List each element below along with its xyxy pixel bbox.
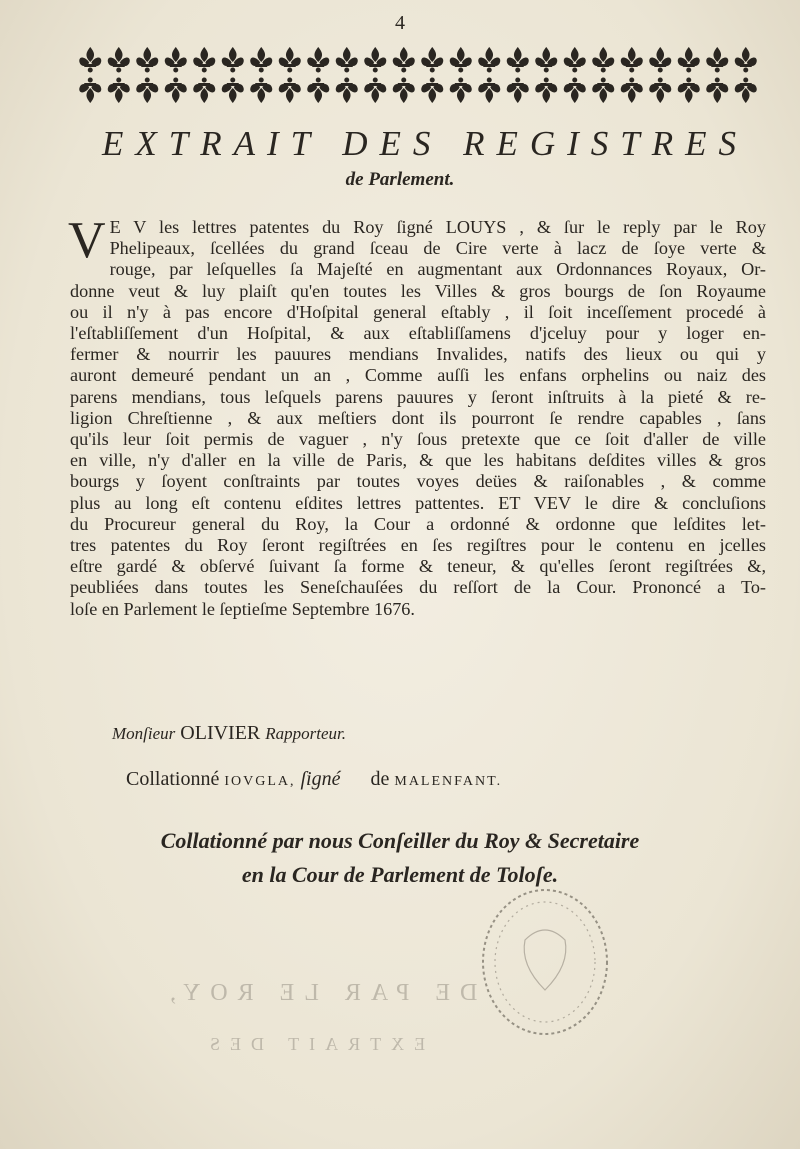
fleuron-icon [621, 47, 643, 73]
fleuron-icon [507, 47, 529, 73]
fleuron-icon [364, 47, 386, 73]
body-line: parens mendians, tous leſquels parens pauures y ſeront inſtruits à la pieté & re- [70, 386, 766, 407]
fleuron-ornament-band [76, 40, 760, 110]
rapporteur-prefix: Monſieur [112, 724, 176, 743]
fleuron-icon [735, 78, 757, 104]
fleuron-icon [108, 78, 130, 104]
bleed-through-text: DE PAR LE ROY, [160, 980, 478, 1006]
body-line: en ville, n'y d'aller en la ville de Paris, & que les habitans deſdites villes & gros [70, 450, 766, 471]
body-line: qu'ils leur ſoit permis de vaguer , n'y ſous pretexte que ce ſoit d'aller de ville [70, 429, 766, 450]
bleed-through-text: EXTRAIT DES [200, 1034, 426, 1054]
fleuron-icon [136, 78, 158, 104]
body-line: eſtre gardé & obſervé ſuivant ſa forme & teneur, & qu'elles ſeront regiſtrées &, [70, 556, 766, 577]
fleuron-icon [193, 78, 215, 104]
signed-word: ſigné [300, 768, 341, 790]
fleuron-icon [535, 47, 557, 73]
fleuron-icon [478, 78, 500, 104]
body-line: plus au long eſt contenu eſdites lettres pattentes. ET VEV le dire & concluſions [70, 492, 766, 513]
document-subtitle: de Parlement. [345, 169, 455, 190]
fleuron-icon [193, 47, 215, 73]
body-line: tres patentes du Roy ſeront regiſtrées en ſes regiſtres pour le contenu en jcelles [70, 535, 766, 556]
body-line: loſe en Parlement le ſeptieſme Septembre 1676. [70, 598, 415, 619]
fleuron-icon [535, 78, 557, 104]
body-line: peubliées dans toutes les Seneſchauſées du reſſort de la Cour. Prononcé a To- [70, 577, 766, 598]
fleuron-icon [421, 78, 443, 104]
body-line: rouge, par leſquelles ſa Majeſté en augmentant aux Ordonnances Royaux, Or- [109, 259, 766, 280]
fleuron-icon [706, 47, 728, 73]
body-line: E V les lettres patentes du Roy ſigné LOUYS , & ſur le reply par le Roy [109, 217, 766, 237]
document-title: EXTRAIT DES REGISTRES [101, 124, 749, 163]
fleuron-icon [592, 47, 614, 73]
fleuron-icon [279, 47, 301, 73]
body-line: ligion Chreſtienne , & aux meſtiers dont ils pourront ſe rendre capables , ſans [70, 407, 766, 428]
fleuron-icon [108, 47, 130, 73]
fleuron-icon [393, 78, 415, 104]
fleuron-icon [307, 47, 329, 73]
rapporteur-line [112, 722, 346, 745]
attestation-line-2: en la Cour de Parlement de Toloſe. [241, 862, 559, 887]
body-line: Phelipeaux, ſcellées du grand ſceau de Cire verte à lacz de ſoye verte & [109, 238, 766, 259]
fleuron-icon [706, 78, 728, 104]
fleuron-icon [393, 47, 415, 73]
fleuron-icon [735, 47, 757, 73]
fleuron-icon [336, 78, 358, 104]
fleuron-icon [307, 78, 329, 104]
fleuron-icon [79, 47, 101, 73]
body-line: auront demeuré pendant un an , Comme auſſi les enfans orphelins ou naiz des [70, 365, 766, 386]
de-word: de [370, 768, 390, 790]
fleuron-icon [478, 47, 500, 73]
decree-body [68, 212, 766, 620]
fleuron-icon [564, 47, 586, 73]
body-line: fermer & nourrir les pauures mendians Invalides, natifs des lieux ou qui y [70, 344, 766, 365]
fleuron-icon [507, 78, 529, 104]
clerk-name-2: MALENFANT. [394, 774, 503, 789]
stamp-seal [470, 880, 620, 1045]
fleuron-icon [649, 78, 671, 104]
rapporteur-name: OLIVIER [180, 722, 261, 744]
fleuron-icon [136, 47, 158, 73]
body-line: bourgs y ſoyent conſtraints par toutes voyes deües & raiſonables , & comme [70, 471, 766, 492]
fleuron-icon [678, 78, 700, 104]
page-number: 4 [395, 12, 405, 34]
fleuron-icon [79, 78, 101, 104]
fleuron-icon [279, 78, 301, 104]
body-line: l'eſtabliſſement d'un Hoſpital, & aux eſtabliſſamens d'jceluy pour y loger en- [70, 323, 766, 344]
fleuron-icon [450, 47, 472, 73]
fleuron-icon [649, 47, 671, 73]
fleuron-icon [165, 78, 187, 104]
fleuron-icon [592, 78, 614, 104]
fleuron-icon [250, 47, 272, 73]
fleuron-icon [165, 47, 187, 73]
drop-cap: V [68, 212, 106, 269]
fleuron-icon [222, 47, 244, 73]
body-line: du Procureur general du Roy, la Cour a ordonné & ordonne que leſdites let- [70, 513, 766, 534]
collation-line [126, 768, 502, 791]
fleuron-icon [564, 78, 586, 104]
secretary-attestation [0, 824, 800, 892]
fleuron-icon [621, 78, 643, 104]
body-line: donne veut & luy plaiſt qu'en toutes les Villes & gros bourgs de ſon Royaume [70, 280, 766, 301]
attestation-line-1: Collationné par nous Conſeiller du Roy & Secretaire [160, 828, 640, 853]
fleuron-icon [364, 78, 386, 104]
fleuron-icon [222, 78, 244, 104]
fleuron-icon [250, 78, 272, 104]
body-line: ou il n'y à pas encore d'Hoſpital general eſtably , il ſoit inceſſement procedé à [70, 301, 766, 322]
fleuron-icon [421, 47, 443, 73]
fleuron-icon [678, 47, 700, 73]
collation-word: Collationné [126, 768, 220, 790]
clerk-name: IOVGLA, [224, 774, 296, 789]
fleuron-icon [336, 47, 358, 73]
fleuron-icon [450, 78, 472, 104]
rapporteur-role: Rapporteur. [265, 724, 347, 743]
